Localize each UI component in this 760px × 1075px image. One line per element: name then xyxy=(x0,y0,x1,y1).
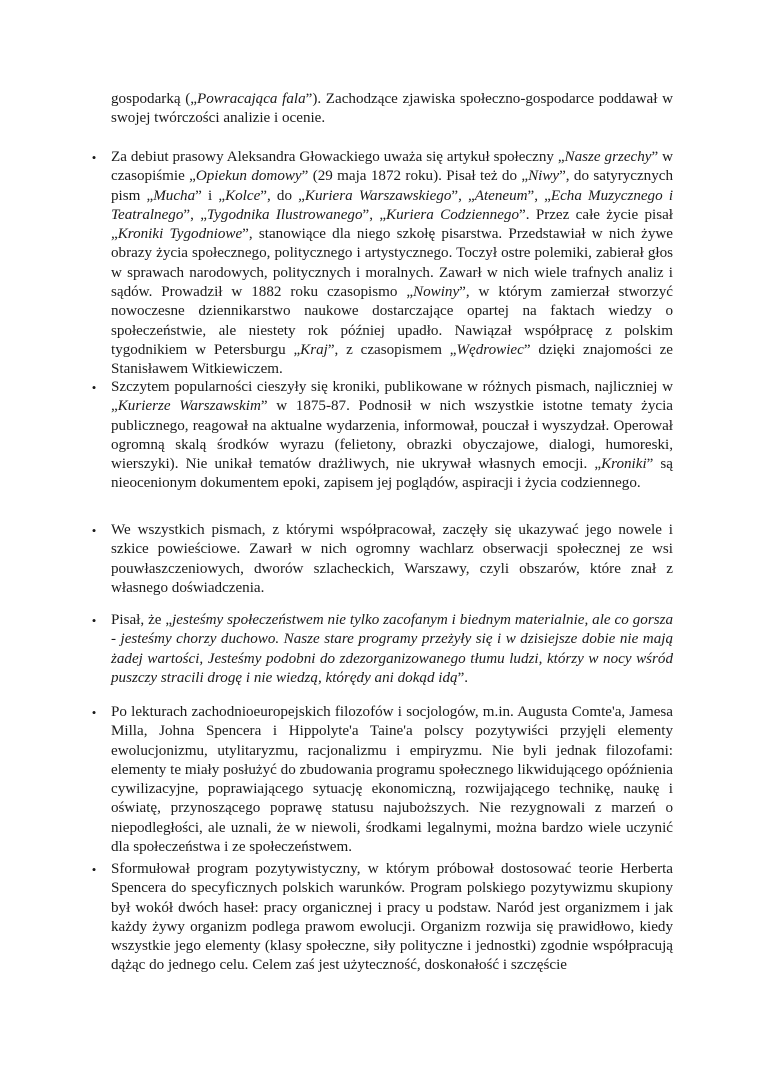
italic-run: Powracająca fala xyxy=(196,91,306,107)
text-run: ” w czasopiśmie „ xyxy=(111,149,673,185)
text-run: ”, „ xyxy=(362,206,387,223)
italic-run: Ateneum xyxy=(474,187,528,204)
text-run: gospodarką („ xyxy=(111,91,197,107)
bullet-item-debut xyxy=(91,148,674,380)
text-run: We wszystkich pismach, z którymi współpracował, zaczęły się ukazywać jego nowele i szkice powieściowe. Zawarł w nich ogromny wachlarz obserwacji społecznej ze wsi pouwłaszczeniowych, dworów szlacheckich, Warszawy, czyli obszarów, które znał z własnego doświadczenia. xyxy=(111,522,673,596)
italic-run: Echa Muzycznego i Teatralnego xyxy=(111,187,674,223)
text-run: ”). Zachodzące zjawiska społeczno-gospodarce poddawał w swojej twórczości analizie i ocenie. xyxy=(111,91,673,127)
bullet-icon: • xyxy=(91,380,97,395)
text-run: ”, stanowiące dla niego szkołę pisarstwa. Przedstawiał w nich żywe obrazy życia społecznego, politycznego i artystycznego. Toczył ostre polemiki, zabierał głos w sprawach narodowych, politycznych i moralnych. Zawarł w nich wiele trafnych analiz i sądów. Prowadził w 1882 roku czasopismo „ xyxy=(111,226,673,301)
bullet-item-program xyxy=(91,860,673,976)
bullet-item-nowele xyxy=(91,521,673,598)
continuation-paragraph xyxy=(111,90,673,129)
bullet-item-philosophers xyxy=(91,703,673,857)
text-run: Szczytem popularności cieszyły się kroniki, publikowane w różnych pismach, najliczniej w „ xyxy=(111,379,673,415)
italic-run: jesteśmy społeczeństwem nie tylko zacofanym i biednym materialnie, ale co gorsza - jesteśmy chorzy duchowo. Nasze stare programy przeżyły się i w dzisiejsze dobie nie mają żadej wartości, Jesteśmy podobni do zdezorganizowanego tłumu ludzi, którzy w nocy wśród puszczy stracili drogę i nie wiedzą, ktόrędy ani dokąd idą xyxy=(111,612,673,686)
bullet-icon: • xyxy=(91,150,97,165)
text-run: Pisał, że „ xyxy=(111,612,173,628)
italic-run: Kuriera Codziennego xyxy=(386,206,519,223)
text-run: Sformułował program pozytywistyczny, w którym próbował dostosować teorie Herberta Spencera do specyficznych polskich warunków. Program polskiego pozytywizmu skupiony był wokół dwóch haseł: pracy organicznej i pracy u podstaw. Naród jest organizmem i jak każdy żywy organizm podlega prawom ewolucji. Organizm rozwija się prawidłowo, kiedy wszystkie jego elementy (klasy społeczne, siły polityczne i jednostki) zgodnie współpracują dążąc do jednego celu. Celem zaś jest użyteczność, doskonałość i szczęście xyxy=(111,861,673,974)
text-run: ”, do satyrycznych pism „ xyxy=(111,168,674,204)
text-run: ” (29 maja 1872 roku). Pisał też do „ xyxy=(301,168,529,185)
italic-run: Opiekun domowy xyxy=(195,168,302,185)
bullet-icon: • xyxy=(91,613,97,628)
italic-run: Tygodnika Ilustrowanego xyxy=(206,206,363,223)
text-run: ” i „ xyxy=(195,187,226,204)
bullet-item-kroniki xyxy=(91,378,674,494)
bullet-text xyxy=(111,860,673,976)
bullet-icon: • xyxy=(91,523,97,538)
text-run: Po lekturach zachodnioeuropejskich filozofów i socjologów, m.in. Augusta Comte'a, Jamesa Milla, Johna Spencera i Hippolyte'a Taine'a polscy pozytywiści przyjęli elementy ewolucjonizmu, utylitaryzmu, racjonalizmu i empiryzmu. Nie byli jednak filozofami: elementy te miały posłużyć do zbudowania programu społecznego likwidującego opóźnienia cywilizacyjne, poprawiającego sytuację ekonomiczną, rozwijającego technikę, naukę i oświatę, przynoszącego poprawę statusu najuboższych. Nie rezygnowali z marzeń o niepodległości, ale uznali, że w niewoli, środkami legalnymi, można bardzo wiele uczynić dla społeczeństwa i ze społeczeństwem. xyxy=(111,704,673,856)
text-run: ”. Przez całe życie pisał „ xyxy=(111,206,673,243)
italic-run: Kuriera Warszawskiego xyxy=(304,187,452,204)
italic-run: Wędrowiec xyxy=(456,341,524,358)
text-run: ” w 1875-87. Podnosił w nich wszystkie istotne tematy życia publicznego, reagował na aktualne wydarzenia, informował, pouczał i wyszydzał. Operował ogromną skalą środków wyrazu (felietony, obrazki obyczajowe, dialogi, humoreski, wierszyki). Nie unikał tematów drażliwych, nie ukrywał własnych emocji. „ xyxy=(111,398,673,473)
text-run: ”, do „ xyxy=(260,187,305,204)
bullet-icon: • xyxy=(91,862,97,877)
text-run: Za debiut prasowy Aleksandra Głowackiego uważa się artykuł społeczny „ xyxy=(111,149,565,165)
bullet-text xyxy=(111,521,673,598)
italic-run: Mucha xyxy=(153,187,196,204)
bullet-text xyxy=(111,148,673,380)
bullet-text xyxy=(111,378,673,494)
text-run: ”. xyxy=(457,669,469,686)
bullet-text xyxy=(111,611,673,688)
bullet-icon: • xyxy=(91,705,97,720)
italic-run: Kroniki Tygodniowe xyxy=(117,226,243,243)
italic-run: Kolce xyxy=(225,187,261,204)
text-run: ” są nieocenionym dokumentem epoki, zapisem jej poglądów, aspiracji i życia codziennego. xyxy=(111,456,674,492)
italic-run: Kroniki xyxy=(601,456,647,473)
italic-run: Nasze grzechy xyxy=(564,149,652,165)
italic-run: Kraj xyxy=(300,341,328,358)
bullet-item-quote xyxy=(91,611,673,688)
text-run: ”, w którym zamierzał stworzyć nowoczesne dziennikarstwo naukowe dostarczające opartej na faktach wiedzy o społeczeństwie, ale niestety rok później upadło. Nawiązał współpracę z polskim tygodnikiem w Petersburgu „ xyxy=(111,284,673,358)
text-run: ”, z czasopismem „ xyxy=(327,341,457,358)
italic-run: Kurierze Warszawskim xyxy=(117,398,261,415)
italic-run: Nowiny xyxy=(413,284,460,301)
text-run: ”, „ xyxy=(451,187,475,204)
text-run: ” dzięki znajomości ze Stanisławem Witkiewiczem. xyxy=(111,341,673,378)
italic-run: Niwy xyxy=(528,168,560,185)
bullet-text xyxy=(111,703,673,857)
text-run: ”, „ xyxy=(527,187,551,204)
text-run: ”, „ xyxy=(183,206,207,223)
